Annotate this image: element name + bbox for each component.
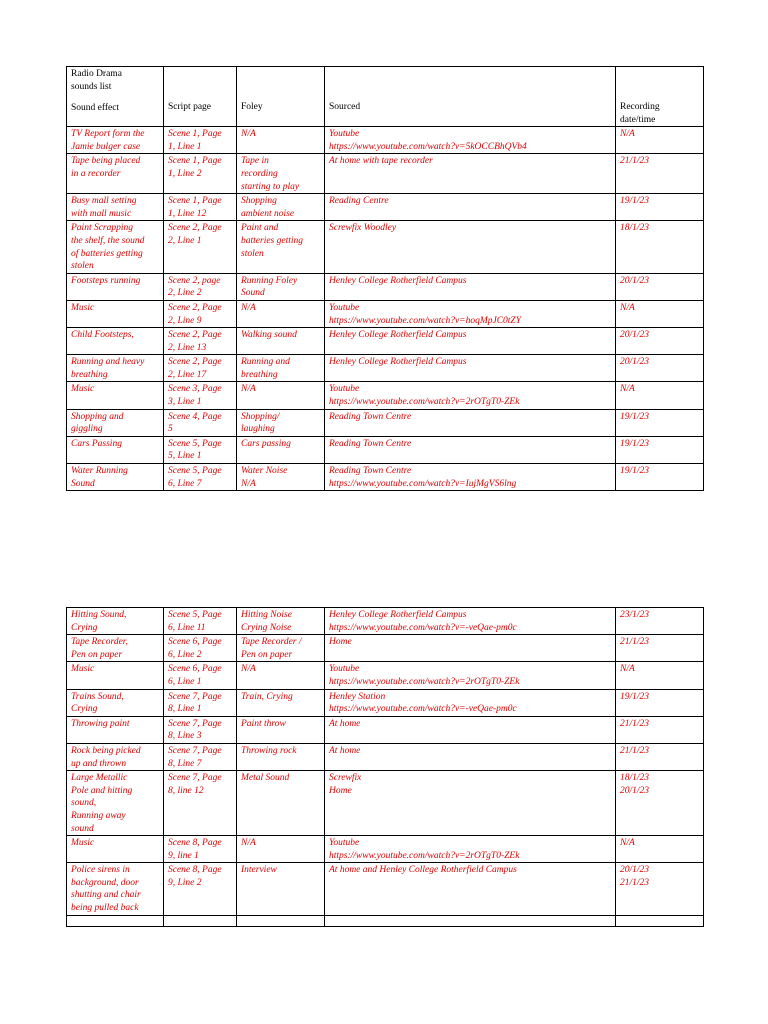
script-page-cell bbox=[164, 771, 237, 836]
foley-cell bbox=[237, 436, 325, 463]
sourced-text: Henley College Rotherfield Campus bbox=[329, 330, 467, 341]
recording-date-cell bbox=[616, 836, 704, 863]
recording-date-cell bbox=[616, 915, 704, 926]
sourced-cell bbox=[325, 221, 616, 273]
script-page-text: Scene 2, Page 2, Line 9 bbox=[168, 302, 222, 326]
script-page-text: Scene 6, Page 6, Line 1 bbox=[168, 664, 222, 687]
table-row bbox=[67, 273, 704, 300]
recording-date-cell bbox=[616, 154, 704, 194]
sound-effect-cell bbox=[67, 863, 164, 915]
foley-cell bbox=[237, 464, 325, 491]
sound-effect-text: Rock being picked up and thrown bbox=[71, 745, 141, 769]
recording-date-text: 19/1/23 bbox=[620, 466, 650, 477]
script-page-cell bbox=[164, 355, 237, 382]
script-page-cell bbox=[164, 382, 237, 409]
recording-date-cell bbox=[616, 328, 704, 355]
foley-cell bbox=[237, 836, 325, 863]
sourced-text: Youtube https://www.youtube.com/watch?v=5kOCCBhQVb4 bbox=[329, 129, 527, 152]
sound-effect-cell bbox=[67, 382, 164, 409]
table-row bbox=[67, 635, 704, 662]
recording-date-cell bbox=[616, 608, 704, 635]
script-page-text: Scene 7, Page 8, line 12 bbox=[168, 773, 222, 796]
sourced-text: Reading Centre bbox=[329, 196, 389, 207]
foley-cell bbox=[237, 221, 325, 273]
foley-cell bbox=[237, 382, 325, 409]
script-page-text: Scene 2, page 2, Line 2 bbox=[168, 275, 221, 299]
script-page-text: Scene 7, Page 8, Line 1 bbox=[168, 691, 222, 715]
recording-date-text: N/A bbox=[620, 302, 635, 313]
script-page-cell bbox=[164, 662, 237, 689]
foley-text: Metal Sound bbox=[241, 773, 290, 784]
script-page-text: Scene 8, Page 9, Line 2 bbox=[168, 865, 222, 888]
script-page-cell bbox=[164, 194, 237, 221]
script-page-text: Scene 1, Page 1, Line 12 bbox=[168, 196, 222, 219]
table-row bbox=[67, 127, 704, 154]
sound-effect-text: Hitting Sound, Crying bbox=[71, 610, 127, 633]
recording-date-text: 20/1/23 21/1/23 bbox=[620, 865, 650, 888]
recording-date-text: N/A bbox=[620, 129, 635, 140]
sound-effect-text: Trains Sound, Crying bbox=[71, 691, 124, 715]
foley-text: Paint throw bbox=[241, 718, 286, 729]
table-row bbox=[67, 915, 704, 926]
recording-date-text: 18/1/23 bbox=[620, 223, 650, 234]
foley-cell bbox=[237, 689, 325, 716]
sourced-cell bbox=[325, 464, 616, 491]
column-header-script-page: Script page bbox=[168, 102, 212, 112]
recording-date-text: N/A bbox=[620, 384, 635, 395]
sound-effect-text: Music bbox=[71, 384, 95, 395]
recording-date-text: N/A bbox=[620, 838, 635, 849]
sourced-cell bbox=[325, 273, 616, 300]
script-page-cell bbox=[164, 863, 237, 915]
sourced-text: Youtube https://www.youtube.com/watch?v=hoqMpJC0tZY bbox=[329, 302, 522, 326]
sourced-text: Youtube https://www.youtube.com/watch?v=2rOTgT0-ZEk bbox=[329, 838, 520, 861]
script-page-text: Scene 5, Page 6, Line 7 bbox=[168, 466, 222, 489]
sourced-text: At home with tape recorder bbox=[329, 156, 433, 167]
table-row bbox=[67, 300, 704, 327]
sourced-text: Henley College Rotherfield Campus bbox=[329, 357, 467, 368]
foley-cell bbox=[237, 355, 325, 382]
script-page-cell bbox=[164, 154, 237, 194]
foley-text: N/A bbox=[241, 838, 256, 849]
recording-date-text: 21/1/23 bbox=[620, 745, 650, 756]
table-row bbox=[67, 771, 704, 836]
sound-effect-text: TV Report form the Jamie bulger case bbox=[71, 129, 145, 152]
recording-date-text: 19/1/23 bbox=[620, 196, 650, 207]
sound-effect-text: Busy mall setting with mall music bbox=[71, 196, 137, 219]
sourced-cell bbox=[325, 915, 616, 926]
script-page-text: Scene 1, Page 1, Line 2 bbox=[168, 156, 222, 179]
sound-effect-text: Child Footsteps, bbox=[71, 330, 134, 341]
table-row bbox=[67, 608, 704, 635]
script-page-cell bbox=[164, 608, 237, 635]
script-page-text: Scene 7, Page 8, Line 7 bbox=[168, 745, 222, 769]
script-page-cell bbox=[164, 273, 237, 300]
column-header-sound-effect: Sound effect bbox=[71, 103, 120, 114]
foley-cell bbox=[237, 300, 325, 327]
foley-cell bbox=[237, 194, 325, 221]
sourced-cell bbox=[325, 409, 616, 436]
sourced-cell bbox=[325, 863, 616, 915]
sourced-text: At home and Henley College Rotherfield Campus bbox=[329, 865, 517, 876]
recording-date-cell bbox=[616, 382, 704, 409]
foley-cell bbox=[237, 328, 325, 355]
foley-cell bbox=[237, 127, 325, 154]
recording-date-text: 23/1/23 bbox=[620, 610, 650, 620]
column-header-foley: Foley bbox=[241, 102, 263, 112]
recording-date-text: 20/1/23 bbox=[620, 330, 650, 341]
recording-date-text: 20/1/23 bbox=[620, 357, 650, 368]
sourced-cell bbox=[325, 127, 616, 154]
foley-cell bbox=[237, 635, 325, 662]
script-page-cell bbox=[164, 127, 237, 154]
script-page-cell bbox=[164, 743, 237, 770]
script-page-cell bbox=[164, 409, 237, 436]
header-row bbox=[67, 67, 704, 127]
foley-cell bbox=[237, 863, 325, 915]
table-row bbox=[67, 836, 704, 863]
sourced-text: Youtube https://www.youtube.com/watch?v=2rOTgT0-ZEk bbox=[329, 384, 520, 408]
sourced-text: Henley College Rotherfield Campus https://www.youtube.com/watch?v=-veQae-pm0c bbox=[329, 610, 517, 633]
sourced-text: At home bbox=[329, 718, 361, 729]
sourced-cell bbox=[325, 716, 616, 743]
recording-date-text: 21/1/23 bbox=[620, 156, 650, 167]
sourced-cell bbox=[325, 328, 616, 355]
script-page-cell bbox=[164, 300, 237, 327]
sound-effect-text: Tape Recorder, Pen on paper bbox=[71, 637, 128, 660]
recording-date-text: 20/1/23 bbox=[620, 275, 650, 286]
sourced-cell bbox=[325, 154, 616, 194]
foley-text: Paint and batteries getting stolen bbox=[241, 223, 304, 259]
foley-text: Walking sound bbox=[241, 330, 297, 341]
table-row bbox=[67, 716, 704, 743]
foley-text: N/A bbox=[241, 384, 256, 395]
script-page-text: Scene 2, Page 2, Line 1 bbox=[168, 223, 222, 246]
sound-effect-text: Police sirens in background, door shutting and chair being pulled back bbox=[71, 865, 141, 914]
sound-effect-cell bbox=[67, 716, 164, 743]
script-page-cell bbox=[164, 221, 237, 273]
sourced-cell bbox=[325, 771, 616, 836]
header-recording-cell bbox=[616, 67, 704, 127]
script-page-cell bbox=[164, 689, 237, 716]
table-row bbox=[67, 464, 704, 491]
foley-text: Water Noise N/A bbox=[241, 466, 288, 489]
sound-effect-text: Music bbox=[71, 302, 95, 313]
document-title: Radio Drama sounds list bbox=[71, 69, 122, 92]
header-sourced-cell bbox=[325, 67, 616, 127]
sourced-cell bbox=[325, 608, 616, 635]
sound-effect-text: Tape being placed in a recorder bbox=[71, 156, 141, 179]
column-header-recording-date: Recording date/time bbox=[620, 102, 660, 125]
sourced-cell bbox=[325, 635, 616, 662]
sound-effect-cell bbox=[67, 194, 164, 221]
sound-effect-cell bbox=[67, 771, 164, 836]
table-row bbox=[67, 662, 704, 689]
recording-date-cell bbox=[616, 436, 704, 463]
recording-date-text: 19/1/23 bbox=[620, 438, 650, 449]
header-script-page-cell bbox=[164, 67, 237, 127]
sourced-cell bbox=[325, 436, 616, 463]
script-page-text: Scene 2, Page 2, Line 17 bbox=[168, 357, 222, 380]
sound-effect-cell bbox=[67, 127, 164, 154]
table-row bbox=[67, 194, 704, 221]
foley-text: Interview bbox=[241, 865, 277, 876]
table-row bbox=[67, 154, 704, 194]
recording-date-text: 18/1/23 20/1/23 bbox=[620, 773, 650, 796]
recording-date-cell bbox=[616, 464, 704, 491]
script-page-text: Scene 2, Page 2, Line 13 bbox=[168, 330, 222, 353]
recording-date-cell bbox=[616, 127, 704, 154]
sound-list-table-part-2 bbox=[66, 607, 704, 927]
sourced-text: Screwfix Home bbox=[329, 773, 362, 796]
foley-text: Train, Crying bbox=[241, 691, 293, 702]
foley-cell bbox=[237, 915, 325, 926]
recording-date-cell bbox=[616, 743, 704, 770]
recording-date-cell bbox=[616, 409, 704, 436]
sourced-cell bbox=[325, 743, 616, 770]
recording-date-cell bbox=[616, 716, 704, 743]
table-row bbox=[67, 382, 704, 409]
foley-text: N/A bbox=[241, 129, 256, 140]
sound-effect-cell bbox=[67, 273, 164, 300]
script-page-text: Scene 1, Page 1, Line 1 bbox=[168, 129, 222, 152]
recording-date-cell bbox=[616, 771, 704, 836]
recording-date-cell bbox=[616, 662, 704, 689]
sourced-text: Henley Station https://www.youtube.com/watch?v=-veQae-pm0c bbox=[329, 691, 517, 715]
sound-effect-cell bbox=[67, 436, 164, 463]
foley-cell bbox=[237, 273, 325, 300]
sound-effect-cell bbox=[67, 328, 164, 355]
recording-date-cell bbox=[616, 300, 704, 327]
table-row bbox=[67, 743, 704, 770]
sourced-cell bbox=[325, 355, 616, 382]
sourced-cell bbox=[325, 194, 616, 221]
header-sound-effect-cell bbox=[67, 67, 164, 127]
sourced-cell bbox=[325, 689, 616, 716]
sound-effect-text: Footsteps running bbox=[71, 275, 141, 286]
foley-cell bbox=[237, 662, 325, 689]
foley-text: Running Foley Sound bbox=[241, 275, 298, 299]
foley-text: Cars passing bbox=[241, 438, 291, 449]
foley-text: Hitting Noise Crying Noise bbox=[241, 610, 292, 633]
sourced-text: Reading Town Centre https://www.youtube.com/watch?v=IujMgVS6lng bbox=[329, 466, 517, 489]
table-row bbox=[67, 436, 704, 463]
sound-list-table-body bbox=[67, 608, 704, 927]
column-header-sourced: Sourced bbox=[329, 102, 361, 112]
sound-effect-cell bbox=[67, 608, 164, 635]
recording-date-cell bbox=[616, 221, 704, 273]
script-page-cell bbox=[164, 436, 237, 463]
table-row bbox=[67, 409, 704, 436]
sourced-cell bbox=[325, 300, 616, 327]
foley-cell bbox=[237, 743, 325, 770]
recording-date-text: 21/1/23 bbox=[620, 637, 650, 648]
table-row bbox=[67, 689, 704, 716]
foley-cell bbox=[237, 608, 325, 635]
script-page-text: Scene 5, Page 6, Line 11 bbox=[168, 610, 222, 633]
sound-effect-text: Cars Passing bbox=[71, 438, 122, 449]
sourced-cell bbox=[325, 836, 616, 863]
sound-effect-cell bbox=[67, 836, 164, 863]
sourced-cell bbox=[325, 662, 616, 689]
foley-cell bbox=[237, 154, 325, 194]
table-row bbox=[67, 355, 704, 382]
sound-effect-cell bbox=[67, 915, 164, 926]
recording-date-cell bbox=[616, 194, 704, 221]
recording-date-cell bbox=[616, 863, 704, 915]
sound-effect-cell bbox=[67, 154, 164, 194]
sound-list-table-part-1 bbox=[66, 66, 704, 491]
foley-text: Shopping/ laughing bbox=[241, 411, 280, 435]
sound-effect-cell bbox=[67, 300, 164, 327]
script-page-text: Scene 5, Page 5, Line 1 bbox=[168, 438, 222, 462]
script-page-cell bbox=[164, 464, 237, 491]
recording-date-cell bbox=[616, 273, 704, 300]
sound-effect-text: Water Running Sound bbox=[71, 466, 128, 489]
header-foley-cell bbox=[237, 67, 325, 127]
script-page-cell bbox=[164, 915, 237, 926]
script-page-cell bbox=[164, 328, 237, 355]
foley-text: Tape Recorder / Pen on paper bbox=[241, 637, 302, 660]
script-page-text: Scene 7, Page 8, Line 3 bbox=[168, 718, 222, 742]
table-row bbox=[67, 328, 704, 355]
script-page-text: Scene 6, Page 6, Line 2 bbox=[168, 637, 222, 660]
sourced-cell bbox=[325, 382, 616, 409]
script-page-cell bbox=[164, 836, 237, 863]
sound-effect-cell bbox=[67, 662, 164, 689]
sound-effect-cell bbox=[67, 221, 164, 273]
script-page-text: Scene 4, Page 5 bbox=[168, 411, 222, 435]
recording-date-cell bbox=[616, 689, 704, 716]
sound-effect-cell bbox=[67, 409, 164, 436]
sound-effect-cell bbox=[67, 689, 164, 716]
sound-list-table-body bbox=[67, 67, 704, 491]
sound-effect-cell bbox=[67, 464, 164, 491]
script-page-text: Scene 8, Page 9, line 1 bbox=[168, 838, 222, 861]
recording-date-text: 21/1/23 bbox=[620, 718, 650, 729]
foley-text: N/A bbox=[241, 664, 256, 675]
sourced-text: Home bbox=[329, 637, 352, 648]
script-page-text: Scene 3, Page 3, Line 1 bbox=[168, 384, 222, 408]
foley-cell bbox=[237, 409, 325, 436]
sound-effect-text: Shopping and giggling bbox=[71, 411, 124, 435]
sound-effect-text: Large Metallic Pole and hitting sound, Running away sound bbox=[71, 773, 133, 834]
sound-effect-cell bbox=[67, 355, 164, 382]
table-row bbox=[67, 221, 704, 273]
sourced-text: Reading Town Centre bbox=[329, 438, 412, 449]
sound-effect-cell bbox=[67, 635, 164, 662]
recording-date-cell bbox=[616, 355, 704, 382]
table-row bbox=[67, 863, 704, 915]
sound-effect-text: Paint Scrapping the shelf, the sound of batteries getting stolen bbox=[71, 223, 145, 272]
recording-date-text: 19/1/23 bbox=[620, 411, 650, 422]
foley-text: Shopping ambient noise bbox=[241, 196, 295, 219]
sound-effect-text: Music bbox=[71, 664, 95, 675]
sourced-text: Reading Town Centre bbox=[329, 411, 412, 422]
sourced-text: Youtube https://www.youtube.com/watch?v=2rOTgT0-ZEk bbox=[329, 664, 520, 687]
sourced-text: At home bbox=[329, 745, 361, 756]
script-page-cell bbox=[164, 716, 237, 743]
foley-text: Running and breathing bbox=[241, 357, 290, 380]
recording-date-cell bbox=[616, 635, 704, 662]
script-page-cell bbox=[164, 635, 237, 662]
foley-cell bbox=[237, 716, 325, 743]
recording-date-text: 19/1/23 bbox=[620, 691, 650, 702]
sound-effect-text: Throwing paint bbox=[71, 718, 130, 729]
foley-text: Throwing rock bbox=[241, 745, 297, 756]
sound-effect-cell bbox=[67, 743, 164, 770]
sound-effect-text: Music bbox=[71, 838, 95, 849]
recording-date-text: N/A bbox=[620, 664, 635, 675]
sourced-text: Screwfix Woodley bbox=[329, 223, 397, 234]
foley-text: Tape in recording starting to play bbox=[241, 156, 300, 192]
sourced-text: Henley College Rotherfield Campus bbox=[329, 275, 467, 286]
sound-effect-text: Running and heavy breathing bbox=[71, 357, 145, 380]
foley-text: N/A bbox=[241, 302, 256, 313]
foley-cell bbox=[237, 771, 325, 836]
